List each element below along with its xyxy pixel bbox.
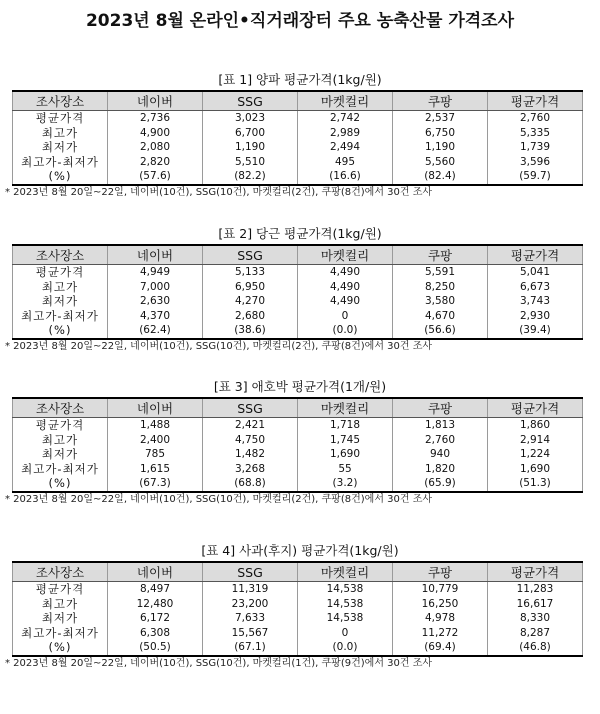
price-cell: 55 (298, 462, 393, 477)
price-cell: 1,739 (488, 140, 583, 155)
table-row (13, 433, 583, 448)
price-cell: (67.1) (203, 640, 298, 656)
price-cell: (68.8) (203, 476, 298, 492)
row-label: 최저가 (13, 611, 108, 626)
table-section-apple (0, 541, 600, 671)
column-header: 조사장소 (13, 562, 108, 582)
price-cell: (82.4) (393, 169, 488, 185)
price-cell: 2,820 (108, 155, 203, 170)
price-cell: 8,287 (488, 626, 583, 641)
column-header: 평균가격 (488, 562, 583, 582)
price-cell: 4,490 (298, 265, 393, 280)
column-header: 네이버 (108, 398, 203, 418)
price-cell: 6,950 (203, 280, 298, 295)
price-cell: 1,690 (298, 447, 393, 462)
table-caption: [표 3] 애호박 평균가격(1개/원) (213, 379, 387, 394)
table-row (13, 140, 583, 155)
price-cell: 15,567 (203, 626, 298, 641)
price-cell: 2,400 (108, 433, 203, 448)
row-label: 최고가-최저가 (13, 309, 108, 324)
price-cell: (59.7) (488, 169, 583, 185)
price-cell: 5,335 (488, 126, 583, 141)
price-cell: (39.4) (488, 323, 583, 339)
table-note: * 2023년 8월 20일~22일, 네이버(10건), SSG(10건), 마켓컬리(2건), 쿠팡(8건)에서 30건 조사 (5, 186, 433, 198)
price-cell: 3,023 (203, 111, 298, 126)
column-header: 쿠팡 (393, 398, 488, 418)
column-header: SSG (203, 562, 298, 582)
price-cell: (3.2) (298, 476, 393, 492)
price-cell: 4,900 (108, 126, 203, 141)
table-caption: [표 1] 양파 평균가격(1kg/원) (218, 72, 382, 87)
row-label: 최고가-최저가 (13, 462, 108, 477)
price-cell: 5,560 (393, 155, 488, 170)
price-cell: 3,743 (488, 294, 583, 309)
price-cell: (38.6) (203, 323, 298, 339)
price-cell: (0.0) (298, 640, 393, 656)
price-cell: 2,080 (108, 140, 203, 155)
price-cell: 3,268 (203, 462, 298, 477)
price-cell: 8,330 (488, 611, 583, 626)
column-header: 평균가격 (488, 91, 583, 111)
price-cell: 1,718 (298, 418, 393, 433)
page-title: 2023년 8월 온라인•직거래장터 주요 농축산물 가격조사 (85, 11, 515, 31)
price-cell: (51.3) (488, 476, 583, 492)
row-label: 최저가 (13, 447, 108, 462)
column-header: 조사장소 (13, 245, 108, 265)
column-header: 쿠팡 (393, 245, 488, 265)
column-header: SSG (203, 91, 298, 111)
column-header: 네이버 (108, 91, 203, 111)
price-cell: 5,041 (488, 265, 583, 280)
table-header-row (13, 562, 583, 582)
price-cell: 5,591 (393, 265, 488, 280)
price-cell: 5,510 (203, 155, 298, 170)
price-table (12, 90, 583, 186)
row-label: (%) (13, 323, 108, 339)
price-cell: 940 (393, 447, 488, 462)
table-row (13, 626, 583, 641)
price-cell: 10,779 (393, 582, 488, 597)
price-cell: (46.8) (488, 640, 583, 656)
table-caption: [표 2] 당근 평균가격(1kg/원) (218, 226, 382, 241)
column-header: SSG (203, 245, 298, 265)
price-cell: 1,190 (393, 140, 488, 155)
price-cell: 6,172 (108, 611, 203, 626)
price-cell: 3,580 (393, 294, 488, 309)
row-label: 최고가 (13, 126, 108, 141)
price-cell: (62.4) (108, 323, 203, 339)
row-label: (%) (13, 169, 108, 185)
price-cell: 2,680 (203, 309, 298, 324)
price-cell: 1,860 (488, 418, 583, 433)
column-header: 마켓컬리 (298, 245, 393, 265)
price-cell: 785 (108, 447, 203, 462)
price-cell: 3,596 (488, 155, 583, 170)
price-cell: 6,308 (108, 626, 203, 641)
column-header: 평균가격 (488, 398, 583, 418)
price-cell: 4,670 (393, 309, 488, 324)
column-header: 마켓컬리 (298, 562, 393, 582)
table-row (13, 309, 583, 324)
price-cell: (16.6) (298, 169, 393, 185)
table-row (13, 597, 583, 612)
price-cell: 8,250 (393, 280, 488, 295)
row-label: 최저가 (13, 294, 108, 309)
price-cell: 1,690 (488, 462, 583, 477)
table-row (13, 611, 583, 626)
price-cell: 2,742 (298, 111, 393, 126)
price-cell: 6,750 (393, 126, 488, 141)
column-header: 평균가격 (488, 245, 583, 265)
price-cell: 6,673 (488, 280, 583, 295)
table-row (13, 462, 583, 477)
price-cell: 2,537 (393, 111, 488, 126)
price-cell: (82.2) (203, 169, 298, 185)
price-cell: 23,200 (203, 597, 298, 612)
table-note: * 2023년 8월 20일~22일, 네이버(10건), SSG(10건), 마켓컬리(2건), 쿠팡(8건)에서 30건 조사 (5, 493, 433, 505)
table-section-onion (0, 70, 600, 200)
price-cell: (57.6) (108, 169, 203, 185)
price-cell: 2,494 (298, 140, 393, 155)
price-cell: 0 (298, 626, 393, 641)
table-row (13, 323, 583, 339)
row-label: 평균가격 (13, 582, 108, 597)
price-cell: (65.9) (393, 476, 488, 492)
table-row (13, 294, 583, 309)
price-cell: (50.5) (108, 640, 203, 656)
price-cell: 4,490 (298, 280, 393, 295)
column-header: 네이버 (108, 562, 203, 582)
price-cell: 2,989 (298, 126, 393, 141)
table-row (13, 640, 583, 656)
row-label: 최고가-최저가 (13, 155, 108, 170)
price-cell: 16,617 (488, 597, 583, 612)
row-label: 최고가 (13, 280, 108, 295)
table-row (13, 155, 583, 170)
table-row (13, 476, 583, 492)
price-cell: 6,700 (203, 126, 298, 141)
table-row (13, 126, 583, 141)
table-section-carrot (0, 224, 600, 354)
price-cell: 12,480 (108, 597, 203, 612)
price-cell: 4,270 (203, 294, 298, 309)
price-cell: 1,820 (393, 462, 488, 477)
column-header: 쿠팡 (393, 562, 488, 582)
row-label: 평균가격 (13, 265, 108, 280)
price-cell: 14,538 (298, 597, 393, 612)
table-row (13, 447, 583, 462)
row-label: 최저가 (13, 140, 108, 155)
price-cell: 1,615 (108, 462, 203, 477)
price-cell: 11,319 (203, 582, 298, 597)
price-table (12, 244, 583, 340)
column-header: SSG (203, 398, 298, 418)
price-cell: 16,250 (393, 597, 488, 612)
price-cell: 2,760 (488, 111, 583, 126)
price-cell: 2,630 (108, 294, 203, 309)
column-header: 마켓컬리 (298, 398, 393, 418)
column-header: 마켓컬리 (298, 91, 393, 111)
price-cell: 2,421 (203, 418, 298, 433)
table-row (13, 582, 583, 597)
table-row (13, 280, 583, 295)
price-cell: 2,736 (108, 111, 203, 126)
price-cell: (0.0) (298, 323, 393, 339)
column-header: 네이버 (108, 245, 203, 265)
price-cell: 0 (298, 309, 393, 324)
column-header: 조사장소 (13, 398, 108, 418)
table-row (13, 111, 583, 126)
row-label: 최고가 (13, 433, 108, 448)
price-cell: 1,482 (203, 447, 298, 462)
row-label: 최고가 (13, 597, 108, 612)
price-cell: 14,538 (298, 582, 393, 597)
price-cell: 2,760 (393, 433, 488, 448)
row-label: 평균가격 (13, 111, 108, 126)
table-row (13, 418, 583, 433)
table-row (13, 169, 583, 185)
price-cell: 495 (298, 155, 393, 170)
price-table (12, 561, 583, 657)
table-header-row (13, 245, 583, 265)
price-cell: (56.6) (393, 323, 488, 339)
price-cell: 7,633 (203, 611, 298, 626)
price-cell: 2,930 (488, 309, 583, 324)
price-cell: 5,133 (203, 265, 298, 280)
price-cell: 1,224 (488, 447, 583, 462)
table-header-row (13, 398, 583, 418)
price-cell: 1,488 (108, 418, 203, 433)
price-cell: 4,490 (298, 294, 393, 309)
price-cell: 11,272 (393, 626, 488, 641)
table-section-zucchini (0, 377, 600, 507)
row-label: (%) (13, 640, 108, 656)
price-cell: 14,538 (298, 611, 393, 626)
table-row (13, 265, 583, 280)
price-cell: (69.4) (393, 640, 488, 656)
row-label: 평균가격 (13, 418, 108, 433)
table-note: * 2023년 8월 20일~22일, 네이버(10건), SSG(10건), 마켓컬리(1건), 쿠팡(9건)에서 30건 조사 (5, 657, 433, 669)
price-cell: 4,370 (108, 309, 203, 324)
price-cell: 4,750 (203, 433, 298, 448)
price-cell: 1,745 (298, 433, 393, 448)
price-cell: 2,914 (488, 433, 583, 448)
row-label: (%) (13, 476, 108, 492)
price-cell: 4,949 (108, 265, 203, 280)
column-header: 쿠팡 (393, 91, 488, 111)
price-cell: 4,978 (393, 611, 488, 626)
price-cell: 8,497 (108, 582, 203, 597)
price-cell: (67.3) (108, 476, 203, 492)
price-cell: 1,813 (393, 418, 488, 433)
table-header-row (13, 91, 583, 111)
column-header: 조사장소 (13, 91, 108, 111)
row-label: 최고가-최저가 (13, 626, 108, 641)
price-cell: 1,190 (203, 140, 298, 155)
table-note: * 2023년 8월 20일~22일, 네이버(10건), SSG(10건), 마켓컬리(2건), 쿠팡(8건)에서 30건 조사 (5, 340, 433, 352)
price-table (12, 397, 583, 493)
price-cell: 7,000 (108, 280, 203, 295)
price-cell: 11,283 (488, 582, 583, 597)
table-caption: [표 4] 사과(후지) 평균가격(1kg/원) (201, 543, 399, 558)
